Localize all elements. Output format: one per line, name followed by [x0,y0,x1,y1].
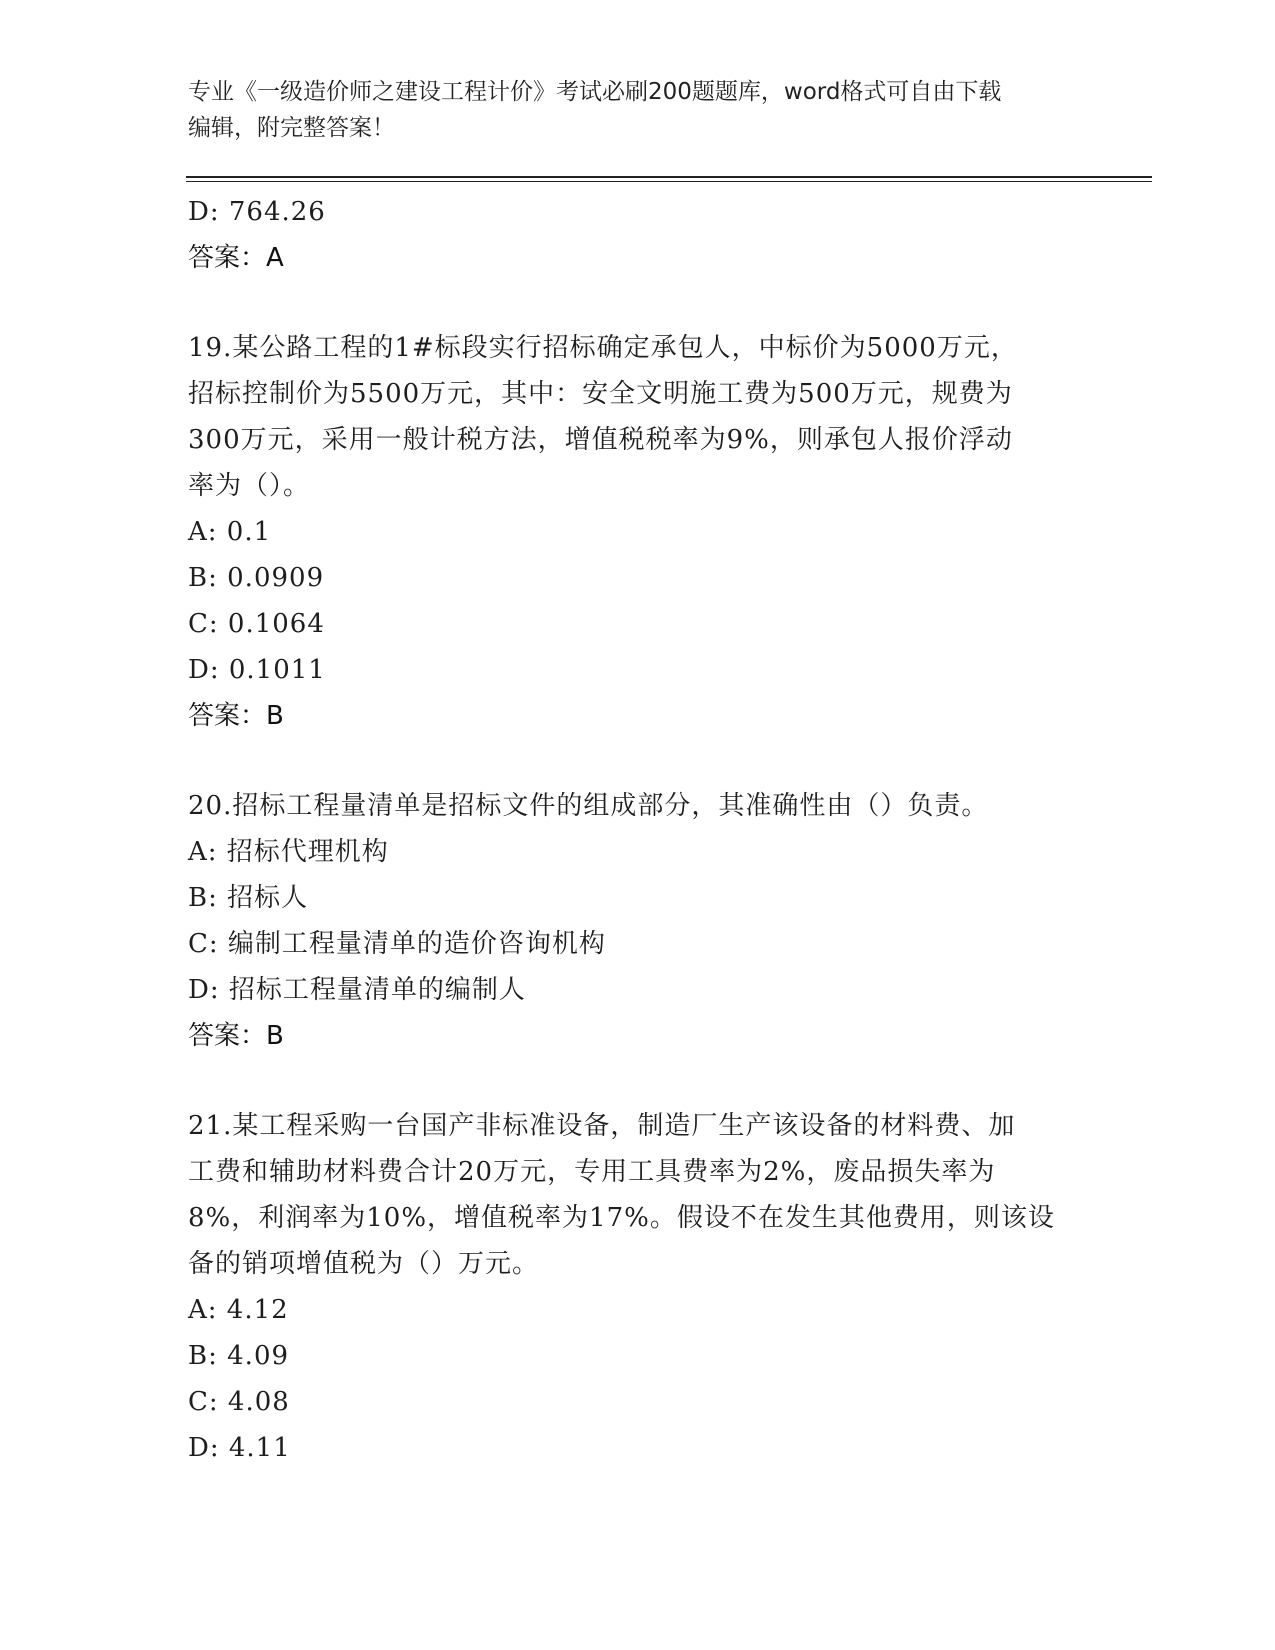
option-b: B: 0.0909 [188,563,325,593]
option-c: C: 编制工程量清单的造价咨询机构 [188,929,606,959]
spacer [188,739,1088,783]
stem-line: 招标控制价为5500万元，其中：安全文明施工费为500万元，规费为 [188,379,1013,409]
stem-line: 工费和辅助材料费合计20万元，专用工具费率为2%，废品损失率为 [188,1157,996,1187]
option-c: C: 0.1064 [188,609,325,639]
option-a: A: 招标代理机构 [188,837,389,867]
question-stem [188,325,1088,509]
question-20 [188,783,1088,1059]
stem-line: 19.某公路工程的1#标段实行招标确定承包人，中标价为5000万元， [188,333,1018,363]
header-divider-thin [186,181,1152,182]
document-body [188,189,1088,1471]
option-a: A: 4.12 [188,1295,289,1325]
question-stem [188,783,1088,829]
option-d: D: 764.26 [188,197,326,227]
document-header [188,74,1088,146]
option-b: B: 4.09 [188,1341,290,1371]
question-stem [188,1103,1088,1287]
answer-line: 答案：A [188,243,284,273]
question-21 [188,1103,1088,1471]
header-line-1: 专业《一级造价师之建设工程计价》考试必刷200题题库，word格式可自由下载 [188,79,1002,105]
option-d: D: 招标工程量清单的编制人 [188,975,526,1005]
option-b: B: 招标人 [188,883,309,913]
header-divider-thick [186,176,1152,178]
option-a: A: 0.1 [188,517,272,547]
spacer [188,1059,1088,1103]
spacer [188,281,1088,325]
stem-line: 8%，利润率为10%，增值税率为17%。假设不在发生其他费用，则该设 [188,1203,1055,1233]
option-d: D: 4.11 [188,1433,291,1463]
question-19 [188,325,1088,739]
stem-line: 300万元，采用一般计税方法，增值税税率为9%，则承包人报价浮动 [188,425,1013,455]
stem-line: 21.某工程采购一台国产非标准设备，制造厂生产该设备的材料费、加 [188,1111,1016,1141]
answer-line: 答案：B [188,701,284,731]
prev-question [188,189,1088,281]
stem-line: 率为（）。 [188,471,311,501]
option-d: D: 0.1011 [188,655,326,685]
header-line-2: 编辑，附完整答案！ [188,115,395,141]
stem-line: 20.招标工程量清单是招标文件的组成部分，其准确性由（）负责。 [188,791,989,821]
stem-line: 备的销项增值税为（）万元。 [188,1249,540,1279]
option-c: C: 4.08 [188,1387,290,1417]
answer-line: 答案：B [188,1021,284,1051]
